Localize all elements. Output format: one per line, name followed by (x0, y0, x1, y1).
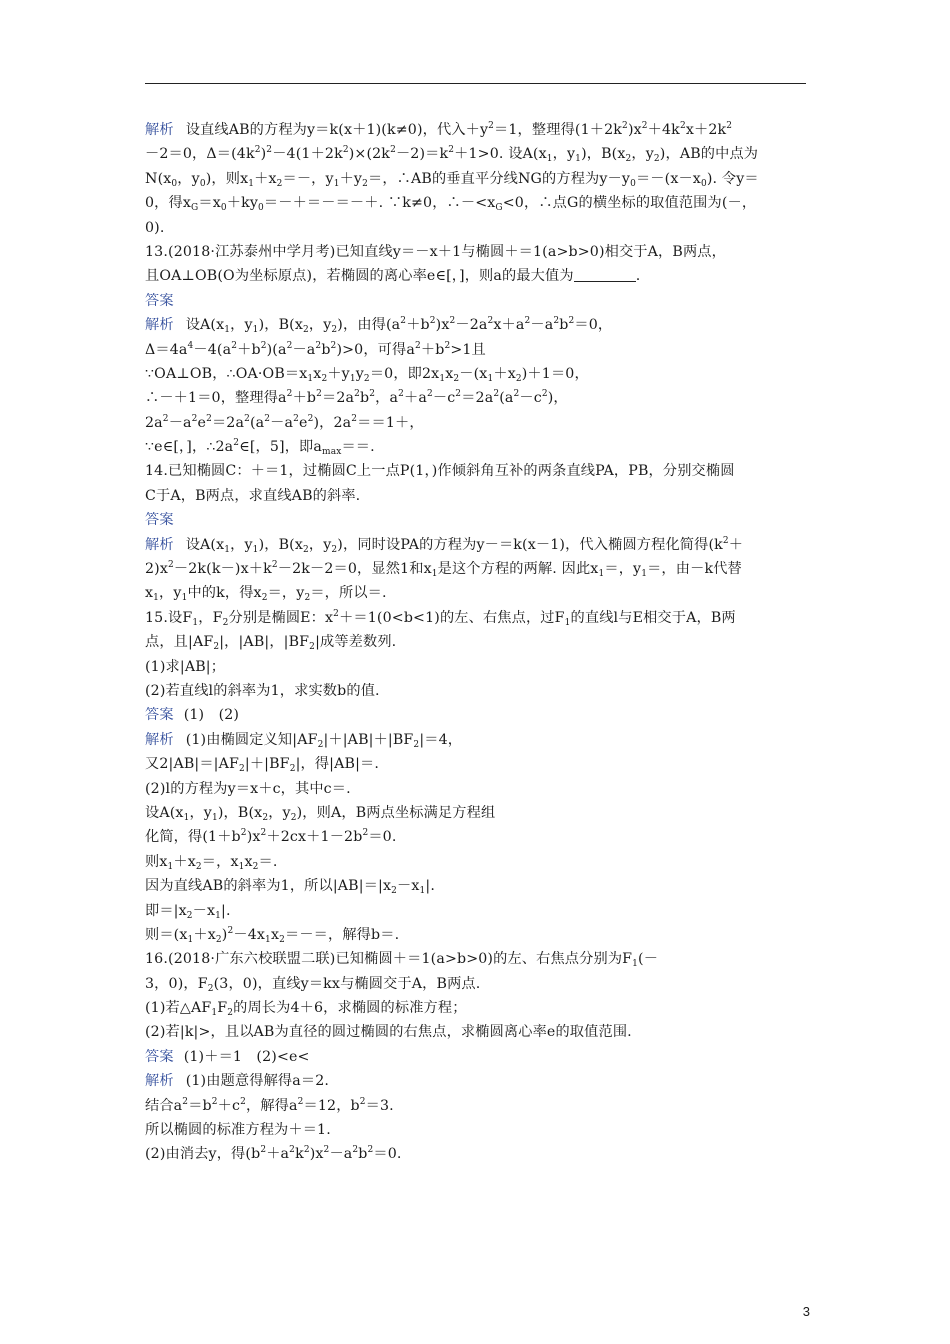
text-line (145, 435, 807, 459)
text-line (145, 313, 807, 337)
line-text: 又$2|AB|=|AF_2|+|BF_2|$，得|AB|＝. (145, 756, 380, 775)
text-line (145, 459, 807, 483)
line-text: 设$A(x_1$，$y_1$)，$B(x_2$，$y_2$)，同时设PA的方程为y－＝k(x－1)，代入椭圆方程化简得($k^2+$ (185, 535, 744, 555)
line-text: 0). (145, 219, 165, 236)
line-text: 且OA⊥OB(O为坐标原点)，若椭圆的离心率e∈[，]，则a的最大值为 . (145, 268, 641, 285)
text-line (145, 1069, 807, 1093)
line-text: ∵e∈[，]，$\therefore 2a^2\in$[，5]，即$a_{max}==$. (145, 438, 375, 458)
answer-label: 答案 (145, 707, 174, 724)
text-line (145, 923, 807, 947)
text-line (145, 1142, 807, 1166)
text-line (145, 362, 807, 386)
line-text: C于A，B两点，求直线AB的斜率. (145, 487, 361, 504)
line-text: $2)x^2-2k(k-)x+k^2-2k-2=0$，显然1和$x_1$是这个方程的两解. 因此$x_1=$，$y_1=$，由－k代替 (145, 560, 742, 580)
text-line (145, 606, 807, 630)
analysis-label: 解析 (145, 536, 174, 553)
line-text: (1)若$\triangle AF_1F_2$的周长为4＋6，求椭圆的标准方程； (145, 1000, 467, 1019)
text-line (145, 874, 807, 898)
text-line (145, 752, 807, 776)
text-line (145, 850, 807, 874)
text-line (145, 338, 807, 362)
line-text: $\Delta=4a^4-4(a^2+b^2)(a^2-a^2b^2)>0$，可得$a^2+b^2>1$且 (145, 340, 486, 358)
line-text: (1) (2) (183, 707, 240, 724)
line-text: 3，0)，$F_2(3$，0)，直线y＝kx与椭圆交于A，B两点. (145, 975, 481, 994)
line-text: 结合$a^2=b^2+c^2$，解得$a^2=12$，$b^2=3$. (145, 1096, 394, 1114)
header-rule (145, 83, 806, 84)
line-text: (2)由消去y，得$(b^2+a^2k^2)x^2-a^2b^2=0$. (145, 1145, 402, 1163)
line-text: 因为直线AB的斜率为1，所以$|AB|=|x_2-x_1|$. (145, 878, 435, 897)
text-line (145, 996, 807, 1020)
text-line (145, 972, 807, 996)
text-line (145, 679, 807, 703)
text-line (145, 484, 807, 508)
page-number: 3 (802, 1304, 810, 1319)
analysis-label: 解析 (145, 122, 174, 138)
line-text: 化简，得$(1+b^2)x^2+2cx+1-2b^2=0$. (145, 828, 397, 846)
text-line (145, 728, 807, 752)
text-line (145, 411, 807, 435)
line-text: 设$A(x_1$，$y_1$)，$B(x_2$，$y_2$)，则A，B两点坐标满足方程组 (145, 804, 496, 823)
line-text: 13.(2018·江苏泰州中学月考)已知直线y＝－x＋1与椭圆＋＝1(a>b>0)相交于A，B两点， (145, 243, 726, 260)
text-line (145, 216, 807, 240)
answer-label: 答案 (145, 512, 174, 529)
text-line (145, 386, 807, 410)
text-line (145, 777, 807, 801)
text-line (145, 142, 807, 166)
line-text: $2a^2-a^2e^2=2a^2(a^2-a^2e^2)$，$2a^2==1+$， (145, 413, 424, 431)
line-text: $N(x_0$，$y_0$)，则$x_1+x_2=-$，$y_1+y_2=$，∴AB的垂直平分线NG的方程为$y-y_0=-(x-x_0)$. 令y＝ (145, 170, 759, 189)
line-text: ∵OA⊥OB，$\therefore OA\cdot OB=x_1x_2+y_1y_2=0$，即$2x_1x_2-(x_1+x_2)+1=0$， (145, 365, 589, 384)
line-text: 则$x_1+x_2=$，$x_1x_2=$. (145, 853, 278, 872)
text-line (145, 1094, 807, 1118)
line-text: 所以椭圆的标准方程为＋＝1. (145, 1122, 331, 1139)
text-line (145, 289, 807, 313)
line-text: 设$A(x_1$，$y_1$)，$B(x_2$，$y_2$)，由得$(a^2+b^2)x^2-2a^2x+a^2-a^2b^2=0$， (185, 316, 613, 336)
line-text: (1)＋＝1 (2)<e< (183, 1048, 310, 1065)
line-text: 0，得$x_G=x_0+ky_0=-+=-=-+$. ∵k≠0，$\therefore-<x_G<0$，∴点G的横坐标的取值范围为(－， (145, 195, 757, 214)
text-line (145, 703, 807, 727)
text-line (145, 1045, 807, 1069)
answer-label: 答案 (145, 1048, 174, 1065)
text-line (145, 1020, 807, 1044)
line-text: 点，且$|AF_2|$，|AB|，$|BF_2|$成等差数列. (145, 634, 397, 653)
text-line (145, 557, 807, 581)
line-text: (2)若直线l的斜率为1，求实数b的值. (145, 682, 380, 699)
line-text: $x_1$，$y_1$中的k，得$x_2=$，$y_2=$，所以＝. (145, 585, 387, 604)
analysis-label: 解析 (145, 731, 174, 748)
line-text: －2＝0，$\Delta=(4k^2)^2-4(1+2k^2)\times(2k^2-2)=k^2+1>0$. 设$A(x_1$，$y_1$)，$B(x_2$，$y_2$)，AB的中点为 (145, 145, 759, 165)
text-line (145, 899, 807, 923)
text-line (145, 825, 807, 849)
text-line (145, 581, 807, 605)
text-line (145, 1118, 807, 1142)
line-text: 16.(2018·广东六校联盟二联)已知椭圆＋＝1(a>b>0)的左、右焦点分别为$F_1(-$ (145, 951, 659, 970)
text-line (145, 264, 807, 288)
line-text: (1)由椭圆定义知$|AF_2|+|AB|+|BF_2|=4$， (185, 731, 463, 750)
text-line (145, 947, 807, 971)
analysis-label: 解析 (145, 1073, 174, 1090)
analysis-label: 解析 (145, 317, 174, 334)
text-line (145, 655, 807, 679)
text-line (145, 533, 807, 557)
line-text: (2)l的方程为y＝x＋c，其中c＝. (145, 780, 351, 797)
line-text: 即$=|x_2-x_1|$. (145, 902, 231, 921)
line-text: 14.已知椭圆C：＋＝1，过椭圆C上一点P(1，)作倾斜角互补的两条直线PA，PB，分别交椭圆 (145, 463, 735, 480)
text-line (145, 118, 807, 142)
text-line (145, 801, 807, 825)
line-text: 则$=(x_1+x_2)^2-4x_1x_2=-=$，解得b＝. (145, 925, 400, 945)
text-line (145, 240, 807, 264)
line-text: (1)求|AB|； (145, 658, 226, 675)
answer-label: 答案 (145, 292, 174, 309)
line-text: ∴－＋1＝0，整理得$a^2+b^2=2a^2b^2$，$a^2+a^2-c^2=2a^2(a^2-c^2)$， (145, 389, 568, 407)
line-text: 设直线AB的方程为y＝k(x＋1)(k≠0)，代入$+y^2=1$，整理得$(1+2k^2)x^2+4k^2x+2k^2$ (185, 121, 733, 138)
line-text: 15.设$F_1$，$F_2$分别是椭圆E：$x^2+=1(0<b<1)$的左、右焦点，过$F_1$的直线l与E相交于A，B两 (145, 608, 736, 628)
text-line (145, 508, 807, 532)
document-body (145, 118, 807, 1167)
text-line (145, 630, 807, 654)
line-text: (1)由题意得解得a＝2. (185, 1073, 330, 1090)
text-line (145, 167, 807, 191)
line-text: (2)若|k|>，且以AB为直径的圆过椭圆的右焦点，求椭圆离心率e的取值范围. (145, 1024, 632, 1041)
text-line (145, 191, 807, 215)
